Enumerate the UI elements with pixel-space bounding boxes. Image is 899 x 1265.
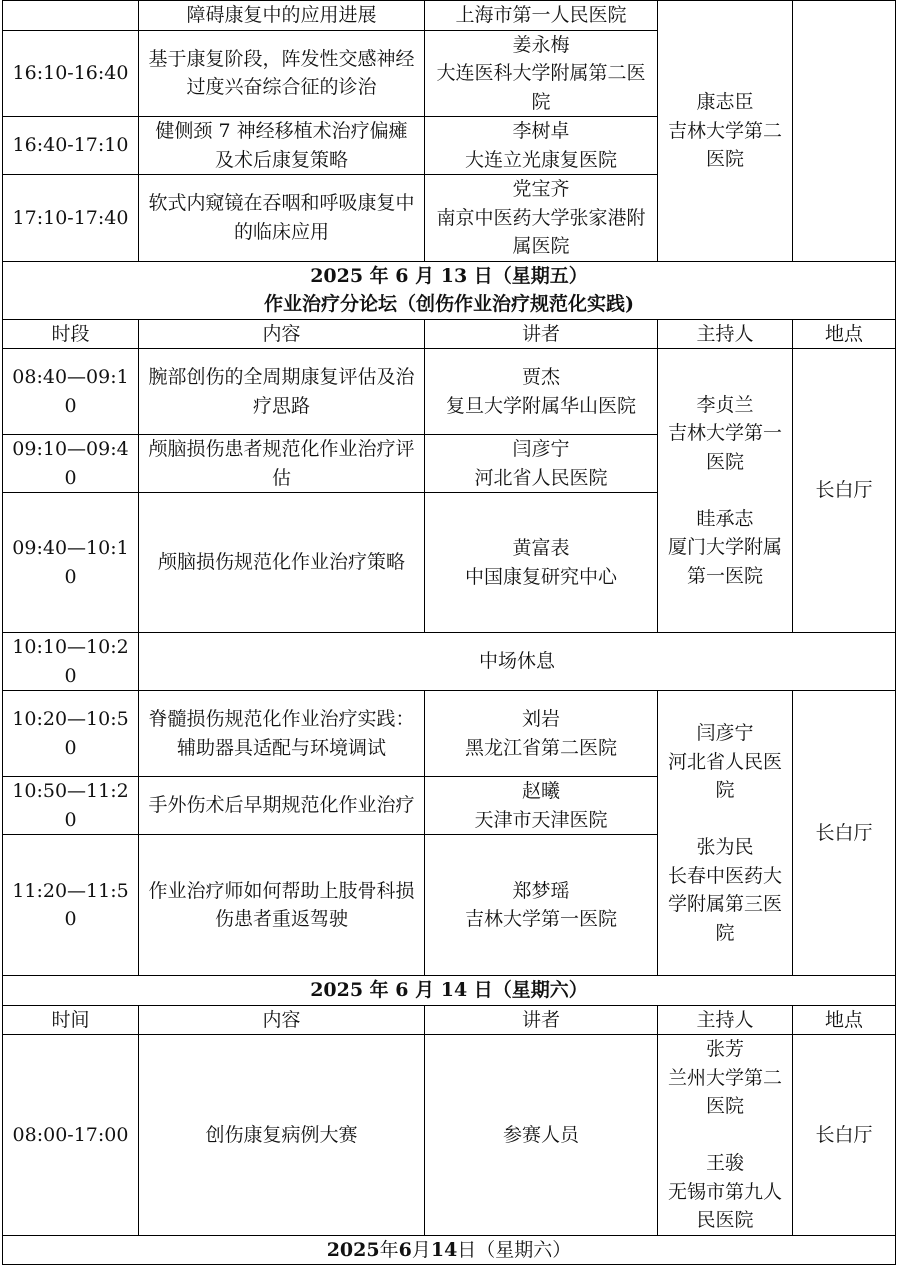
table-row	[3, 1, 896, 31]
header-speaker: 讲者	[425, 1005, 658, 1035]
host-cell: 康志臣 吉林大学第二医院	[658, 1, 793, 262]
header-row	[3, 319, 896, 349]
break-row	[3, 633, 896, 691]
content-cell: 创伤康复病例大赛	[139, 1035, 425, 1236]
host-cell: 闫彦宁 河北省人民医院 张为民 长春中医药大学附属第三医院	[658, 691, 793, 976]
speaker-cell: 闫彦宁 河北省人民医院	[425, 435, 658, 493]
header-venue: 地点	[793, 319, 896, 349]
content-cell: 健侧颈 7 神经移植术治疗偏瘫及术后康复策略	[139, 117, 425, 175]
time-cell: 11:20—11:50	[3, 835, 139, 976]
venue-cell: 长白厅	[793, 1035, 896, 1236]
speaker-cell: 上海市第一人民医院	[425, 1, 658, 31]
day-heading-row	[3, 976, 896, 1006]
header-row	[3, 1005, 896, 1035]
header-time: 时间	[3, 1005, 139, 1035]
date-year: 2025	[326, 1238, 380, 1261]
time-cell: 16:10-16:40	[3, 30, 139, 117]
header-content: 内容	[139, 1005, 425, 1035]
content-cell: 软式内窥镜在吞咽和呼吸康复中的临床应用	[139, 175, 425, 262]
speaker-cell: 李树卓 大连立光康复医院	[425, 117, 658, 175]
speaker-cell: 参赛人员	[425, 1035, 658, 1236]
day-date: 2025 年 6 月 14 日（星期六）	[3, 976, 896, 1006]
table-row	[3, 349, 896, 435]
date-year-label: 年	[379, 1238, 399, 1261]
time-cell: 08:40—09:10	[3, 349, 139, 435]
day-date: 2025 年 6 月 13 日（星期五）	[310, 264, 588, 287]
schedule-table	[2, 0, 896, 1265]
header-time: 时段	[3, 319, 139, 349]
break-label: 中场休息	[139, 633, 896, 691]
day-heading-row	[3, 261, 896, 319]
header-host: 主持人	[658, 1005, 793, 1035]
date-month-label: 月	[411, 1238, 431, 1261]
content-cell: 颅脑损伤规范化作业治疗策略	[139, 493, 425, 633]
header-speaker: 讲者	[425, 319, 658, 349]
speaker-cell: 黄富表 中国康复研究中心	[425, 493, 658, 633]
time-cell: 10:20—10:50	[3, 691, 139, 777]
table-row	[3, 1035, 896, 1236]
time-cell: 10:50—11:20	[3, 777, 139, 835]
content-cell: 作业治疗师如何帮助上肢骨科损伤患者重返驾驶	[139, 835, 425, 976]
time-cell: 10:10—10:20	[3, 633, 139, 691]
venue-cell: 长白厅	[793, 349, 896, 633]
time-cell: 17:10-17:40	[3, 175, 139, 262]
speaker-cell: 郑梦瑶 吉林大学第一医院	[425, 835, 658, 976]
speaker-cell: 党宝齐 南京中医药大学张家港附属医院	[425, 175, 658, 262]
forum-title: 作业治疗分论坛（创伤作业治疗规范化实践)	[264, 293, 634, 315]
venue-cell	[793, 1, 896, 262]
speaker-cell: 刘岩 黑龙江省第二医院	[425, 691, 658, 777]
speaker-cell: 姜永梅 大连医科大学附属第二医院	[425, 30, 658, 117]
venue-cell: 长白厅	[793, 691, 896, 976]
time-cell: 16:40-17:10	[3, 117, 139, 175]
header-host: 主持人	[658, 319, 793, 349]
content-cell: 脊髓损伤规范化作业治疗实践：辅助器具适配与环境调试	[139, 691, 425, 777]
date-day-label: 日（星期六）	[457, 1238, 572, 1261]
header-content: 内容	[139, 319, 425, 349]
date-day: 14	[430, 1238, 458, 1261]
date-month: 6	[398, 1238, 412, 1261]
time-cell	[3, 1, 139, 31]
content-cell: 基于康复阶段，阵发性交感神经过度兴奋综合征的诊治	[139, 30, 425, 117]
day-date	[3, 1235, 896, 1265]
table-row	[3, 691, 896, 777]
day-heading	[3, 261, 896, 319]
content-cell: 障碍康复中的应用进展	[139, 1, 425, 31]
speaker-cell: 赵曦 天津市天津医院	[425, 777, 658, 835]
time-cell: 09:10—09:40	[3, 435, 139, 493]
content-cell: 颅脑损伤患者规范化作业治疗评估	[139, 435, 425, 493]
content-cell: 手外伤术后早期规范化作业治疗	[139, 777, 425, 835]
content-cell: 腕部创伤的全周期康复评估及治疗思路	[139, 349, 425, 435]
host-cell: 李贞兰 吉林大学第一医院 眭承志 厦门大学附属第一医院	[658, 349, 793, 633]
time-cell: 08:00-17:00	[3, 1035, 139, 1236]
header-venue: 地点	[793, 1005, 896, 1035]
speaker-cell: 贾杰 复旦大学附属华山医院	[425, 349, 658, 435]
host-cell: 张芳 兰州大学第二医院 王骏 无锡市第九人民医院	[658, 1035, 793, 1236]
day-heading-row	[3, 1235, 896, 1265]
time-cell: 09:40—10:10	[3, 493, 139, 633]
